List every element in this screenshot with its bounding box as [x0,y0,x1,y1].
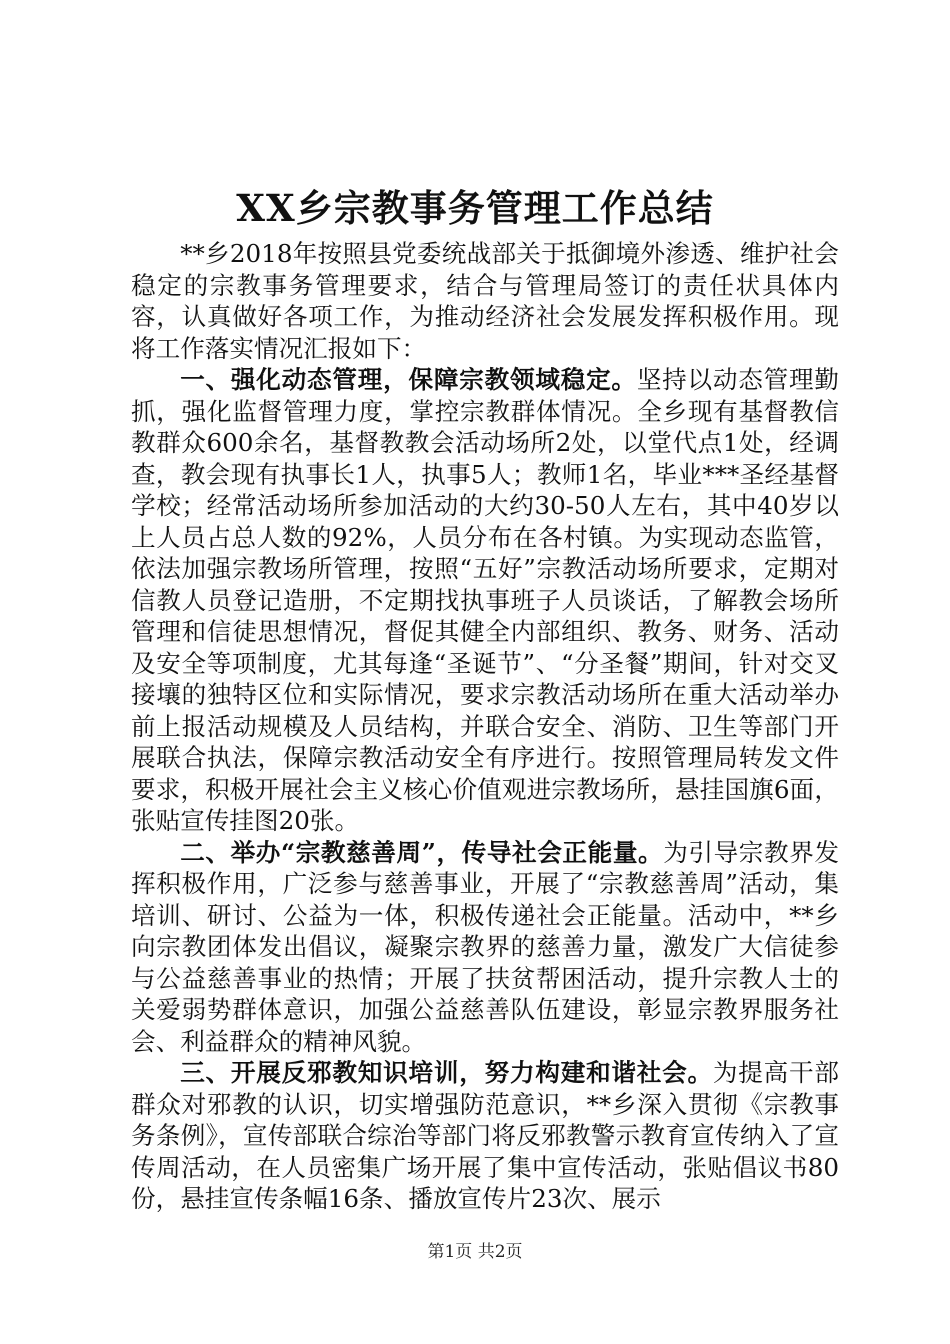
section-text-2: 为引导宗教界发挥积极作用，广泛参与慈善事业，开展了“宗教慈善周”活动，集培训、研讨、公益为一体，积极传递社会正能量。活动中，**乡向宗教团体发出倡议，凝聚宗教界的慈善力量，激发广大信徒参与公益慈善事业的热情；开展了扶贫帮困活动，提升宗教人士的关爱弱势群体意识，加强公益慈善队伍建设，彰显宗教界服务社会、利益群众的精神风貌。 [131,837,839,1056]
section-paragraph-1 [131,364,839,837]
section-heading-3: 三、开展反邪教知识培训，努力构建和谐社会。 [180,1058,713,1087]
section-paragraph-2 [131,837,839,1058]
section-heading-2: 二、举办“宗教慈善周”，传导社会正能量。 [180,837,664,867]
section-text-1: 坚持以动态管理勤抓，强化监督管理力度，掌控宗教群体情况。全乡现有基督教信教群众600余名，基督教教会活动场所2处，以堂代点1处，经调查，教会现有执事长1人，执事5人；教师1名，毕业***圣经基督学校；经常活动场所参加活动的大约30-50人左右，其中40岁以上人员占总人数的92%，人员分布在各村镇。为实现动态监管，依法加强宗教场所管理，按照“五好”宗教活动场所要求，定期对信教人员登记造册，不定期找执事班子人员谈话，了解教会场所管理和信徒思想情况，督促其健全内部组织、教务、财务、活动及安全等项制度，尤其每逢“圣诞节”、“分圣餐”期间，针对交叉接壤的独特区位和实际情况，要求宗教活动场所在重大活动举办前上报活动规模及人员结构，并联合安全、消防、卫生等部门开展联合执法，保障宗教活动安全有序进行。按照管理局转发文件要求，积极开展社会主义核心价值观进宗教场所，悬挂国旗6面，张贴宣传挂图20张。 [131,365,839,835]
page-number-footer: 第1页 共2页 [427,1242,523,1262]
section-text-3: 为提高干部群众对邪教的认识，切实增强防范意识，**乡深入贯彻《宗教事务条例》，宣传部联合综治等部门将反邪教警示教育宣传纳入了宣传周活动，在人员密集广场开展了集中宣传活动，张贴倡议书80份，悬挂宣传条幅16条、播放宣传片23次、展示 [131,1058,839,1213]
intro-paragraph: **乡2018年按照县党委统战部关于抵御境外渗透、维护社会稳定的宗教事务管理要求，结合与管理局签订的责任状具体内容，认真做好各项工作，为推动经济社会发展发挥积极作用。现将工作落实情况汇报如下： [131,239,839,363]
document-title: XX乡宗教事务管理工作总结 [236,186,714,230]
section-paragraph-3 [131,1057,839,1215]
document-body [131,238,839,1215]
section-heading-1: 一、强化动态管理，保障宗教领域稳定。 [180,365,637,394]
